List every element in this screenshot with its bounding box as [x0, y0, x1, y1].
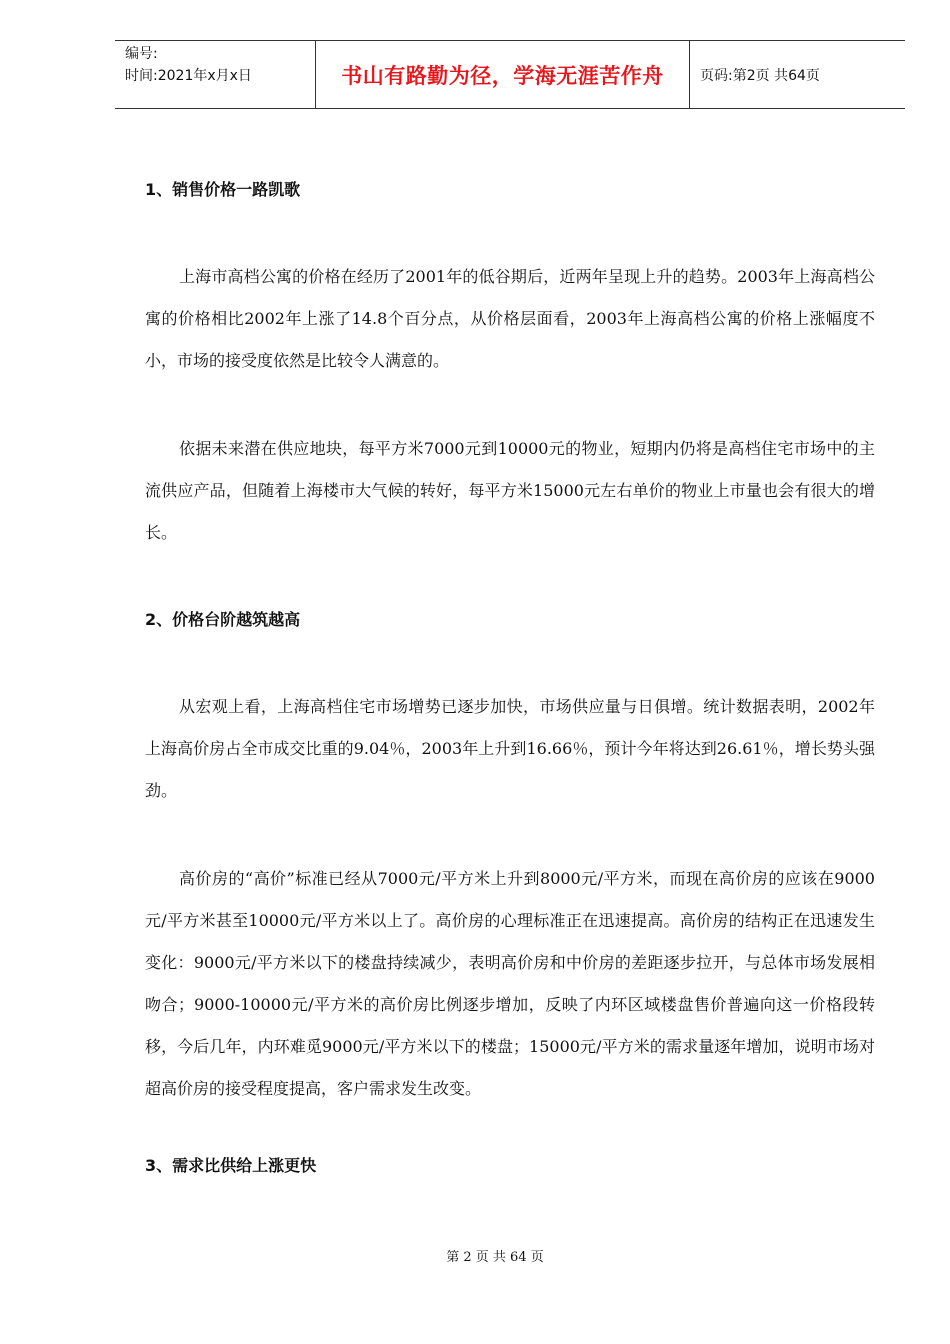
header-page-info: 页码:第2页 共64页 [700, 67, 820, 84]
section-heading-2: 2、价格台阶越筑越高 [145, 610, 301, 629]
paragraph-1-2: 依据未来潜在供应地块，每平方米7000元到10000元的物业，短期内仍将是高档住宅市场中的主流供应产品，但随着上海楼市大气候的转好，每平方米15000元左右单价的物业上市量也会有很大的增长。 [145, 439, 875, 542]
section-heading-3: 3、需求比供给上涨更快 [145, 1156, 317, 1175]
page-header [115, 40, 905, 109]
page-footer: 第 2 页 共 64 页 [446, 1250, 544, 1265]
document-body [145, 170, 875, 1186]
serial-label: 编号: [125, 46, 158, 62]
paragraph-2-1: 从宏观上看，上海高档住宅市场增势已逐步加快，市场供应量与日俱增。统计数据表明，2002年上海高价房占全市成交比重的9.04％，2003年上升到16.66％，预计今年将达到26.61％，增长势头强劲。 [145, 697, 875, 800]
section-heading-1: 1、销售价格一路凯歌 [145, 180, 301, 199]
paragraph-2-2: 高价房的“高价”标准已经从7000元/平方米上升到8000元/平方米，而现在高价房的应该在9000元/平方米甚至10000元/平方米以上了。高价房的心理标准正在迅速提高。高价房的结构正在迅速发生变化：9000元/平方米以下的楼盘持续减少，表明高价房和中价房的差距逐步拉开，与总体市场发展相吻合；9000-10000元/平方米的高价房比例逐步增加，反映了内环区域楼盘售价普遍向这一价格段转移，今后几年，内环难觅9000元/平方米以下的楼盘；15000元/平方米的需求量逐年增加，说明市场对超高价房的接受程度提高，客户需求发生改变。 [145, 869, 875, 1098]
paragraph-1-1: 上海市高档公寓的价格在经历了2001年的低谷期后，近两年呈现上升的趋势。2003年上海高档公寓的价格相比2002年上涨了14.8个百分点，从价格层面看，2003年上海高档公寓的价格上涨幅度不小，市场的接受度依然是比较令人满意的。 [145, 267, 875, 370]
header-motto: 书山有路勤为径，学海无涯苦作舟 [316, 41, 690, 108]
header-meta [115, 41, 316, 108]
time-label: 时间:2021年x月x日 [125, 68, 252, 84]
